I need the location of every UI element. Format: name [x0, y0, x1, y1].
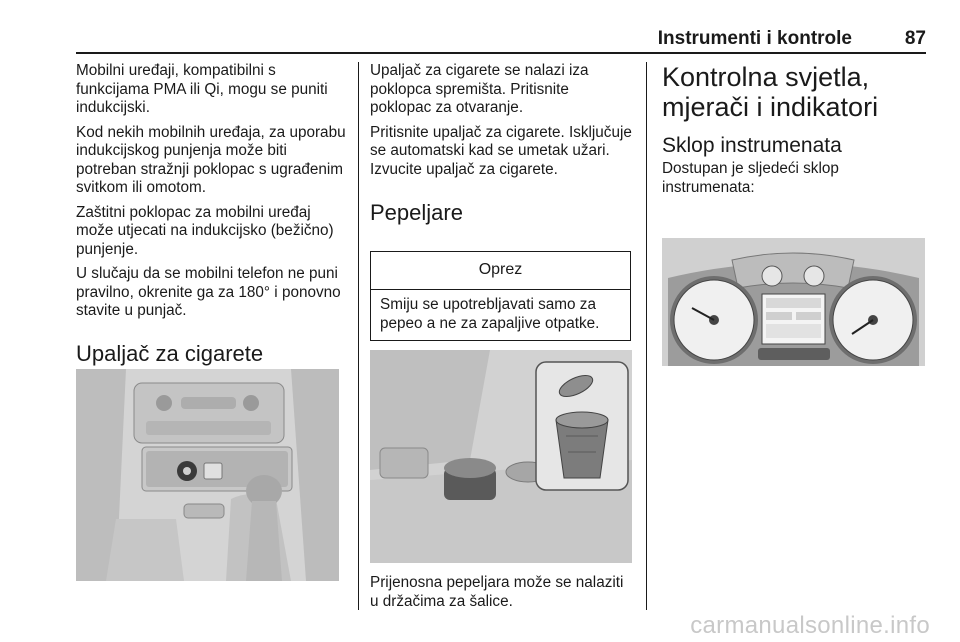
paragraph: Upaljač za cigarete se nalazi iza poklopca spremišta. Pritisnite poklopac za otvaranje. [370, 62, 589, 116]
figure-caption: Prijenosna pepeljara može se nalaziti u držačima za šalice. [370, 574, 624, 610]
instrument-cluster-illustration [662, 238, 925, 366]
page-header [76, 28, 926, 52]
heading-warning-lights: Kontrolna svjetla, mjerači i indikatori [662, 62, 879, 122]
portable-ashtray-illustration [370, 350, 632, 563]
cigarette-lighter-illustration [76, 369, 339, 581]
ashtray-caption-wrap [370, 574, 636, 611]
paragraph: Kod nekih mobilnih uređaja, za uporabu indukcijskog punjenja može biti potreban stražnji poklopac s ugrađenim svitkom ili omotom. [76, 123, 346, 196]
section-title: Instrumenti i kontrole [657, 28, 852, 49]
column-divider-2 [646, 62, 647, 610]
column-2 [370, 62, 632, 226]
column-1 [76, 62, 350, 367]
paragraph: Mobilni uređaji, kompatibilni s funkcijama PMA ili Qi, mogu se puniti indukcijski. [76, 62, 328, 116]
paragraph: Dostupan je sljedeći sklop instrumenata: [662, 160, 839, 196]
paragraph: Zaštitni poklopac za mobilni uređaj može utjecati na indukcijsko (bežično) punjenje. [76, 203, 334, 258]
column-3 [662, 62, 926, 197]
heading-ashtrays: Pepeljare [370, 200, 463, 225]
caution-title: Oprez [371, 252, 630, 290]
caution-text: Smiju se upotrebljavati samo za pepeo a ne za zapaljive otpatke. [380, 296, 600, 332]
watermark: carmanualsonline.info [690, 612, 930, 639]
caution-box [370, 251, 631, 341]
heading-cigarette-lighter: Upaljač za cigarete [76, 340, 264, 366]
paragraph: U slučaju da se mobilni telefon ne puni pravilno, okrenite ga za 180° i ponovno stavite u punjač. [76, 265, 341, 319]
paragraph: Pritisnite upaljač za cigarete. Isključuje se automatski kad se umetak užari. Izvucite upaljač za cigarete. [370, 123, 632, 178]
header-divider [76, 52, 926, 54]
page-number: 87 [904, 28, 926, 49]
heading-instrument-cluster: Sklop instrumenata [662, 134, 842, 157]
column-divider-1 [358, 62, 359, 610]
